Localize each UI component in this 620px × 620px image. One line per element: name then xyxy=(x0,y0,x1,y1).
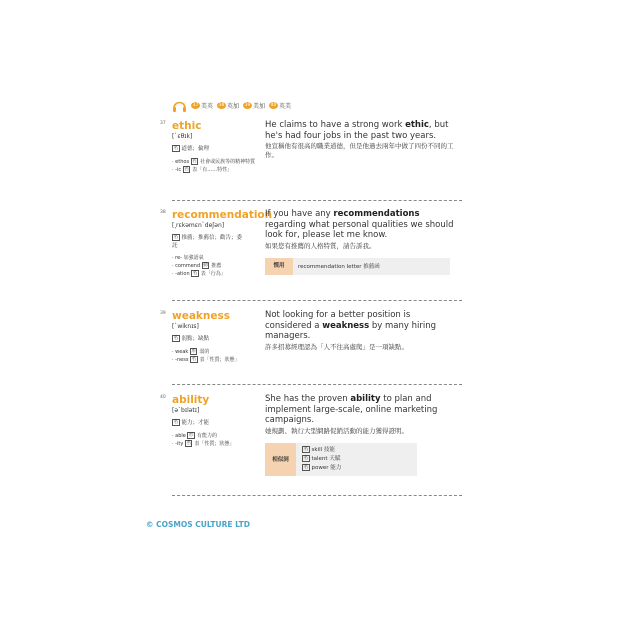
morphology xyxy=(172,255,262,278)
morph-item: · re- 加強語氣 xyxy=(172,255,204,261)
synonym-list xyxy=(296,443,347,476)
accent-label: 美加 xyxy=(253,102,266,110)
phonetic: [ˋwiknɪs] xyxy=(172,323,199,330)
accent-label: 英加 xyxy=(227,102,240,110)
track-badge: 39 xyxy=(244,102,251,108)
example-translation: 她規劃、執行大型網路促銷活動的能力獲得證明。 xyxy=(265,426,408,435)
example-sentence: She has the proven ability to plan and implement large-scale, online marketing campaigns. xyxy=(265,394,438,425)
headword: weakness xyxy=(172,310,230,322)
phonetic: [əˋbɪlətɪ] xyxy=(172,407,200,414)
entry-divider xyxy=(172,200,462,201)
collocation-tag: 慣用 xyxy=(265,258,293,275)
entry-divider xyxy=(172,384,462,385)
phonetic: [ˋɛθɪk] xyxy=(172,133,193,140)
entry-divider xyxy=(172,300,462,301)
accent-item xyxy=(269,101,291,110)
accent-item xyxy=(243,101,265,110)
accent-item xyxy=(191,101,213,110)
synonym-item: 名 power 能力 xyxy=(303,464,342,471)
headword: recommendation xyxy=(172,209,273,221)
definition: 名 道德；倫理 xyxy=(173,146,210,152)
morph-item: · -ness 名 表「性質；狀態」 xyxy=(172,357,240,363)
morphology xyxy=(172,432,262,448)
track-badge: 38 xyxy=(218,102,225,108)
entry-left xyxy=(172,120,262,174)
example-sentence: He claims to have a strong work ethic, but he's had four jobs in the past two years. xyxy=(265,120,449,141)
definition: 名 弱點；缺點 xyxy=(173,336,210,342)
synonym-item: 名 talent 天賦 xyxy=(303,455,341,462)
audio-header xyxy=(172,98,291,112)
pos-tag: 名 xyxy=(173,146,178,151)
entry-left xyxy=(172,209,273,278)
example-translation: 許多招募經理認為「人不往高處爬」是一項缺點。 xyxy=(265,342,408,351)
morphology xyxy=(172,158,262,174)
synonym-item: 名 skill 技能 xyxy=(303,446,335,453)
entry-right xyxy=(265,310,455,352)
entry-right xyxy=(265,120,455,160)
entry-number: 39 xyxy=(160,311,166,316)
entry-right xyxy=(265,394,455,476)
morph-item: · ethos 名 社會或民族等的精神特質 xyxy=(172,159,256,165)
example-translation: 如果您有推薦的人格特質，請告訴我。 xyxy=(265,241,376,250)
collocation-box xyxy=(265,258,450,275)
publisher-footer: © COSMOS CULTURE LTD xyxy=(146,520,250,529)
entry-number: 38 xyxy=(160,210,166,215)
entry-right xyxy=(265,209,455,275)
accent-label: 英美 xyxy=(279,102,292,110)
phonetic: [͵rɛkəmɛnˋdeʃən] xyxy=(172,222,225,229)
synonym-box xyxy=(265,443,417,476)
collocation-text: recommendation letter 推薦函 xyxy=(298,264,380,270)
example-sentence: If you have any recommendations regarding what personal qualities we should look for, please let me know. xyxy=(265,209,454,240)
entry-left xyxy=(172,310,262,364)
entry-divider xyxy=(172,495,462,496)
definition: 名 推薦；推薦信；勸告；委託 xyxy=(172,235,243,249)
morph-item: · -ic 名 表「有……特性」 xyxy=(172,167,233,173)
entry-number: 40 xyxy=(160,395,166,400)
headword: ability xyxy=(172,394,210,406)
morph-item: · weak 形 弱的 xyxy=(172,349,210,355)
entry-left xyxy=(172,394,262,448)
morph-item: · -ity 名 表「性質；狀態」 xyxy=(172,441,235,447)
headword: ethic xyxy=(172,120,202,132)
morphology xyxy=(172,348,262,364)
synonym-tag: 相似詞 xyxy=(265,443,296,476)
headphone-icon xyxy=(172,99,187,112)
accent-item xyxy=(217,101,239,110)
morph-item: · -ation 名 表「行為」 xyxy=(172,271,226,277)
example-sentence: Not looking for a better position is considered a weakness by many hiring managers. xyxy=(265,310,437,341)
entry-number: 37 xyxy=(160,121,166,126)
morph-item: · able 形 有能力的 xyxy=(172,433,217,439)
definition: 名 能力；才能 xyxy=(173,420,210,426)
accent-list xyxy=(191,101,291,110)
example-translation: 他宣稱他有很高的職業道德，但是他過去兩年中做了四份不同的工作。 xyxy=(265,142,454,159)
track-badge: 40 xyxy=(270,102,277,108)
track-badge: 37 xyxy=(192,102,199,108)
accent-label: 美英 xyxy=(201,102,214,110)
morph-item: · commend 動 推薦 xyxy=(172,263,222,269)
